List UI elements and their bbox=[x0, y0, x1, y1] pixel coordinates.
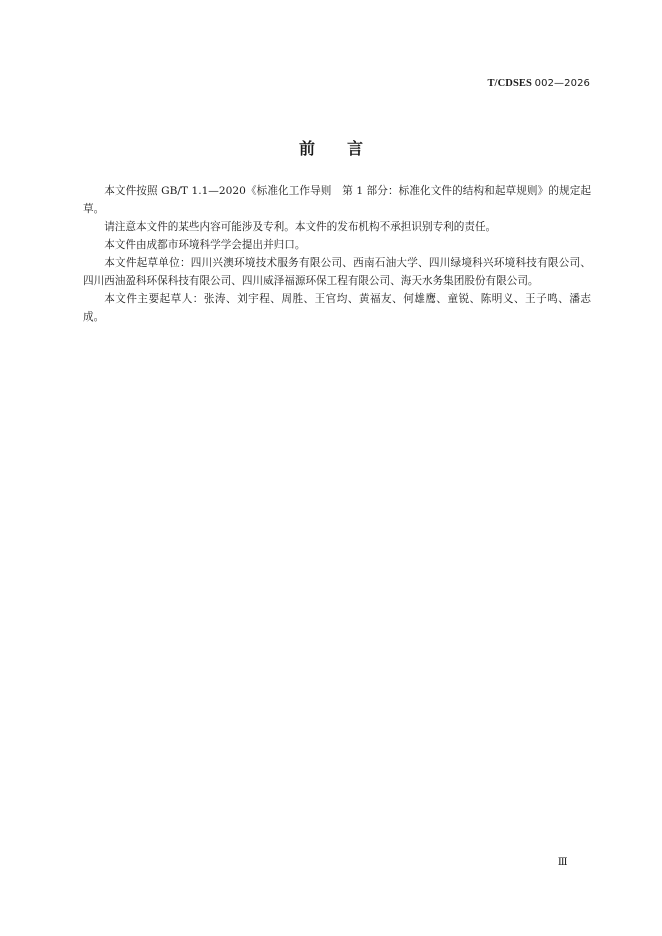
title-char-2: 言 bbox=[347, 139, 364, 158]
page-title bbox=[0, 136, 662, 159]
page-number: Ⅲ bbox=[557, 857, 568, 868]
paragraph-main-drafters: 本文件主要起草人：张涛、刘宇程、周胜、王官均、黄福友、何雄鹰、童锐、陈明义、王子鸣、潘志成。 bbox=[83, 293, 591, 323]
paragraph-standard-basis: 本文件按照 GB/T 1.1—2020《标准化工作导则 第 1 部分：标准化文件的结构和起草规则》的规定起草。 bbox=[83, 185, 591, 215]
paragraph-proposer: 本文件由成都市环境科学学会提出并归口。 bbox=[104, 239, 306, 251]
paragraph-drafting-units: 本文件起草单位：四川兴澳环境技术服务有限公司、西南石油大学、四川绿境科兴环境科技有限公司、四川西油盈科环保科技有限公司、四川威泽福源环保工程有限公司、海天水务集团股份有限公司。 bbox=[83, 257, 591, 287]
document-code bbox=[487, 78, 590, 89]
foreword-body bbox=[83, 182, 591, 326]
paragraph-patent-notice: 请注意本文件的某些内容可能涉及专利。本文件的发布机构不承担识别专利的责任。 bbox=[104, 221, 497, 233]
document-code-number: 002—2026 bbox=[534, 78, 590, 89]
title-char-1: 前 bbox=[298, 139, 315, 158]
document-code-prefix: T/CDSES bbox=[487, 78, 532, 89]
